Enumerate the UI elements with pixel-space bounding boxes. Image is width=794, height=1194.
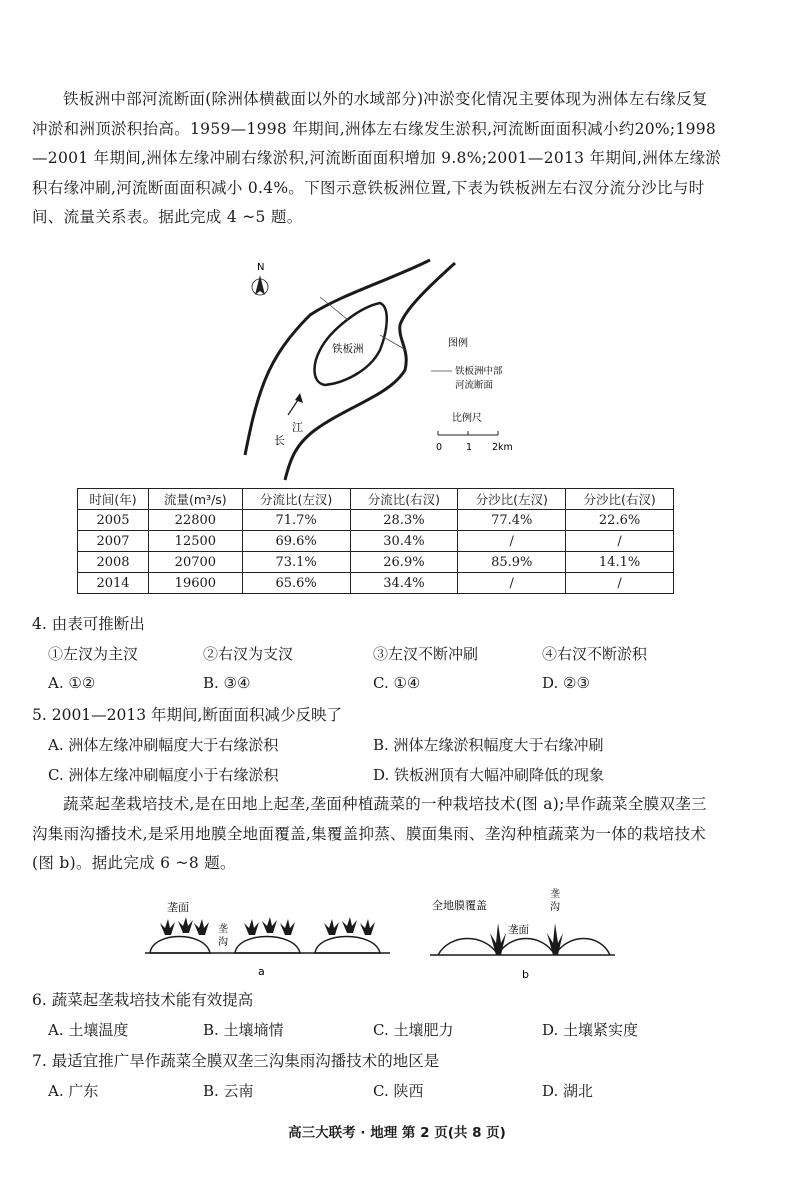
question-4-option-d[interactable]: D. ②③ (542, 674, 590, 692)
north-label: N (257, 262, 265, 273)
table-cell: 69.6% (242, 531, 350, 552)
table-cell: 85.9% (458, 552, 566, 573)
table-row (78, 552, 674, 573)
question-7-option-b[interactable]: B. 云南 (203, 1082, 254, 1100)
tiebanzhou-map (230, 255, 530, 485)
river-label-chang: 长 (274, 434, 285, 447)
table-cell: 71.7% (242, 510, 350, 531)
page-footer: 高三大联考 · 地理 第 2 页(共 8 页) (288, 1125, 506, 1141)
question-4-statement-3: ③左汊不断冲刷 (373, 645, 479, 663)
passage-intro-6-8: 蔬菜起垄栽培技术,是在田地上起垄,垄面种植蔬菜的一种栽培技术(图 a);旱作蔬菜全膜双垄三沟集雨沟播技术,是采用地膜全地面覆盖,集覆盖抑蒸、膜面集雨、垄沟种植蔬菜为一体的栽培技术(图 b)。据此完成 6 ~8 题。 (32, 795, 707, 872)
question-4-statement-1: ①左汊为主汊 (48, 645, 139, 663)
table-header: 分沙比(左汊) (458, 489, 566, 510)
figure-a-furrow-label-2: 沟 (218, 937, 228, 948)
question-7-stem: 7. 最适宜推广旱作蔬菜全膜双垄三沟集雨沟播技术的地区是 (32, 1052, 440, 1070)
figure-b-furrow-label-2: 沟 (550, 902, 560, 913)
table-cell: 34.4% (350, 573, 458, 594)
table-cell: 30.4% (350, 531, 458, 552)
table-header: 时间(年) (78, 489, 149, 510)
table-cell: / (458, 531, 566, 552)
figure-b-ridges (430, 939, 615, 956)
table-header: 分流比(右汊) (350, 489, 458, 510)
scale-label-2: 2km (492, 442, 513, 453)
question-5-stem: 5. 2001—2013 年期间,断面面积减少反映了 (32, 706, 342, 724)
table-cell: 26.9% (350, 552, 458, 573)
flow-direction-arrow (288, 393, 303, 415)
question-5-option-d[interactable]: D. 铁板洲顶有大幅冲刷降低的现象 (373, 766, 605, 784)
table-cell: 22800 (149, 510, 243, 531)
table-row (78, 531, 674, 552)
table-header: 流量(m³/s) (149, 489, 243, 510)
river-right-bank (285, 263, 455, 480)
legend-title: 图例 (448, 338, 468, 349)
figure-a-plants (160, 917, 375, 935)
table-cell: / (458, 573, 566, 594)
question-6-option-a[interactable]: A. 土壤温度 (48, 1021, 129, 1039)
scale-title: 比例尺 (452, 413, 482, 424)
question-4-option-c[interactable]: C. ①④ (373, 674, 421, 692)
table-cell: 73.1% (242, 552, 350, 573)
scale-label-1: 1 (466, 442, 473, 453)
question-5-option-a[interactable]: A. 洲体左缘冲刷幅度大于右缘淤积 (48, 736, 279, 754)
question-7-option-c[interactable]: C. 陕西 (373, 1082, 424, 1100)
river-label-jiang: 江 (292, 421, 303, 434)
figure-b-furrow-label-1: 垄 (550, 889, 560, 900)
passage-intro-4-5: 铁板洲中部河流断面(除洲体横截面以外的水域部分)冲淤变化情况主要体现为洲体左右缘反复冲淤和洲顶淤积抬高。1959—1998 年期间,洲体左右缘发生淤积,河流断面面积减小约20%;1998—2001 年期间,洲体左缘冲刷右缘淤积,河流断面面积增加 9.8%;2001—2013 年期间,洲体左缘淤积右缘冲刷,河流断面面积减小 0.4%。下图示意铁板洲位置,下表为铁板洲左右汊分流分沙比与时间、流量关系表。据此完成 4 ~5 题。 (32, 90, 722, 226)
table-cell: 12500 (149, 531, 243, 552)
table-cell: 65.6% (242, 573, 350, 594)
table-cell: 20700 (149, 552, 243, 573)
island-label: 铁板洲 (332, 343, 364, 355)
table-row (78, 510, 674, 531)
question-6-option-b[interactable]: B. 土壤墒情 (203, 1021, 284, 1039)
question-4-stem: 4. 由表可推断出 (32, 615, 145, 633)
table-cell: 77.4% (458, 510, 566, 531)
table-cell: / (566, 531, 674, 552)
table-cell: 14.1% (566, 552, 674, 573)
question-6-option-d[interactable]: D. 土壤紧实度 (542, 1021, 639, 1039)
figure-a-ridge-top-label: 垄面 (167, 901, 189, 914)
table-header-row (78, 489, 674, 510)
table-cell: 2007 (78, 531, 149, 552)
figure-b-caption: b (522, 968, 529, 981)
scale-label-0: 0 (436, 442, 443, 453)
diversion-ratio-table (77, 488, 674, 594)
question-5-option-b[interactable]: B. 洲体左缘淤积幅度大于右缘冲刷 (373, 736, 604, 754)
question-6-option-c[interactable]: C. 土壤肥力 (373, 1021, 454, 1039)
figure-a-furrow-label-1: 垄 (218, 924, 228, 935)
legend-item-line2: 河流断面 (455, 380, 494, 391)
figure-b-full-film-mulching (430, 885, 620, 985)
question-7-option-d[interactable]: D. 湖北 (542, 1082, 594, 1100)
question-4-statement-2: ②右汊为支汊 (203, 645, 294, 663)
figure-a-ridge-cultivation (145, 895, 405, 985)
legend-item-line1: 铁板洲中部 (455, 366, 503, 377)
table-cell: 2005 (78, 510, 149, 531)
figure-b-film-label: 全地膜覆盖 (432, 899, 487, 912)
table-cell: 19600 (149, 573, 243, 594)
north-arrow-icon (252, 275, 268, 295)
scale-bar (438, 431, 498, 435)
table-header: 分沙比(右汊) (566, 489, 674, 510)
table-cell: 2008 (78, 552, 149, 573)
question-4-statement-4: ④右汊不断淤积 (542, 645, 648, 663)
table-header: 分流比(左汊) (242, 489, 350, 510)
question-6-stem: 6. 蔬菜起垄栽培技术能有效提高 (32, 991, 254, 1009)
table-row (78, 573, 674, 594)
table-cell: / (566, 573, 674, 594)
table-cell: 2014 (78, 573, 149, 594)
question-4-option-b[interactable]: B. ③④ (203, 674, 251, 692)
table-cell: 22.6% (566, 510, 674, 531)
question-4-option-a[interactable]: A. ①② (48, 674, 96, 692)
figure-b-ridge-top-label: 垄面 (508, 924, 529, 936)
question-5-option-c[interactable]: C. 洲体左缘冲刷幅度小于右缘淤积 (48, 766, 279, 784)
table-cell: 28.3% (350, 510, 458, 531)
figure-a-caption: a (258, 965, 265, 978)
figure-a-ridges (145, 937, 390, 954)
question-7-option-a[interactable]: A. 广东 (48, 1082, 99, 1100)
